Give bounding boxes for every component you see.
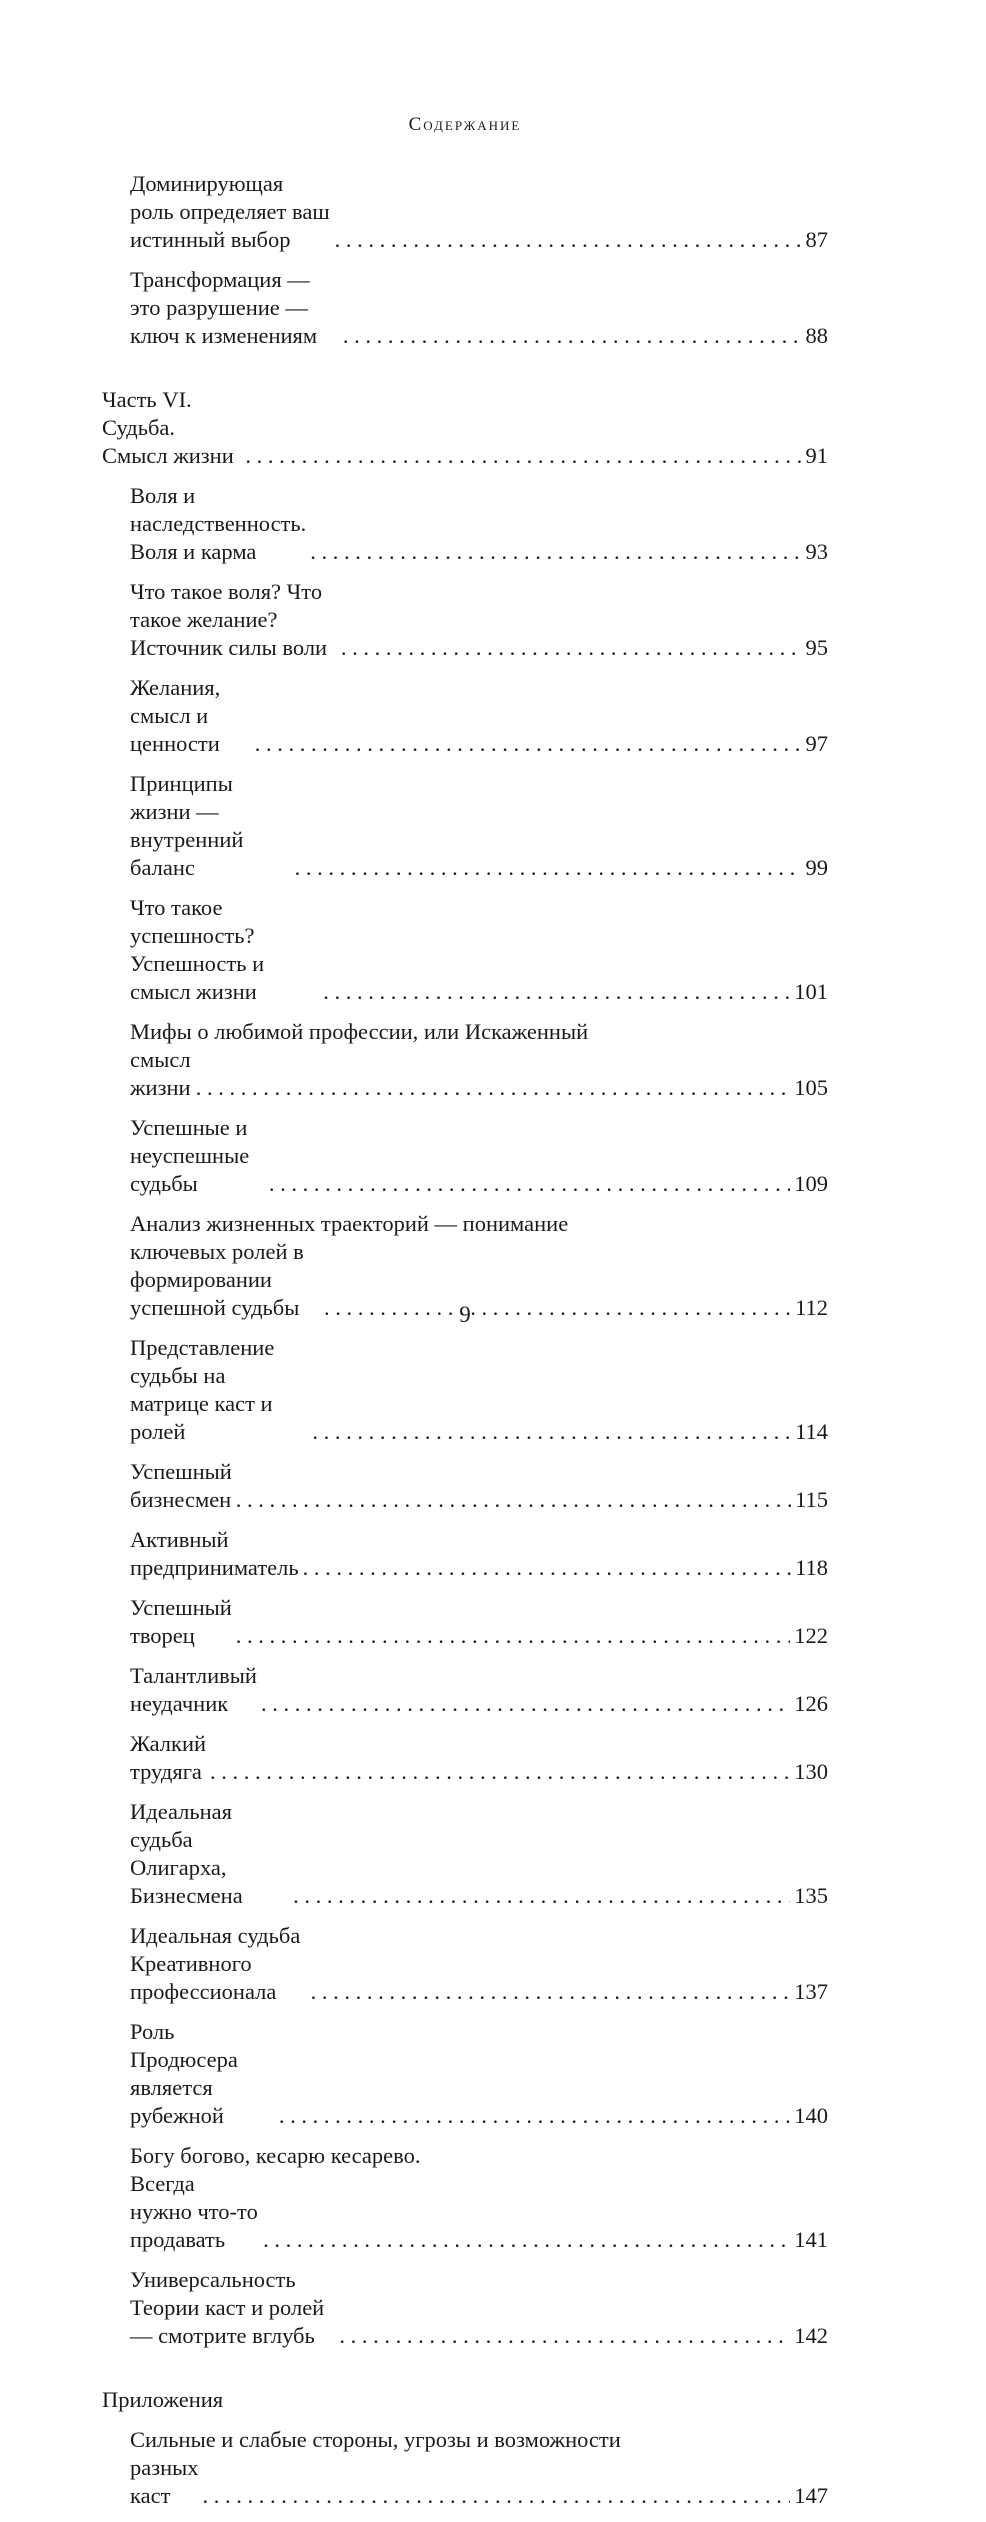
toc-entry-title: Идеальная судьба Олигарха, Бизнесмена (130, 1799, 243, 1908)
toc-entry-page: 99 (805, 855, 828, 880)
toc-entry-title: Что такое воля? Что такое желание? Источник силы воли (130, 579, 328, 660)
toc-entry-title: Трансформация — это разрушение — ключ к изменениям (130, 267, 318, 348)
toc-entry-title-line2: Всегда нужно что-то продавать (130, 2171, 258, 2252)
toc-entry-title: Успешный бизнесмен (130, 1459, 232, 1512)
dot-leader (339, 2322, 790, 2350)
toc-entry-page: 142 (794, 2323, 828, 2348)
toc-entry (102, 770, 828, 882)
toc-entry-page: 88 (805, 323, 828, 348)
toc-entry-title-line2: ключевых ролей в формировании успешной судьбы (130, 1239, 304, 1320)
toc-entry-title-line2: разных каст (130, 2455, 199, 2508)
part-title: Часть VI. Судьба. Смысл жизни (102, 387, 234, 468)
toc-entry (102, 1662, 828, 1718)
dot-leader (343, 322, 802, 350)
page-number: 9 (459, 1302, 471, 1327)
toc-entry-page: 112 (795, 1295, 828, 1320)
dot-leader (310, 538, 801, 566)
toc-entry-title: Воля и наследственность. Воля и карма (130, 483, 307, 564)
toc-entry-title: Талантливый неудачник (130, 1663, 257, 1716)
toc-entry (102, 2018, 828, 2130)
toc-entry-page: 115 (795, 1487, 828, 1512)
toc-entry (102, 2170, 828, 2254)
toc-entry-page: 122 (794, 1623, 828, 1648)
toc-entry-title: Роль Продюсера является рубежной (130, 2019, 238, 2128)
toc-entry (102, 894, 828, 1006)
dot-leader (312, 1418, 791, 1446)
toc-entry-title: Успешные и неуспешные судьбы (130, 1115, 250, 1196)
toc-entry-page: 141 (794, 2227, 828, 2252)
dot-leader (311, 1978, 791, 2006)
toc-entry-title-line1: Богу богово, кесарю кесарево. (130, 2143, 421, 2168)
toc-entry (102, 1046, 828, 1102)
toc-entry (102, 170, 828, 254)
dot-leader (261, 1690, 790, 1718)
toc-entry-multiline (102, 2426, 828, 2454)
toc-entry (102, 2454, 828, 2510)
dot-leader (303, 1554, 791, 1582)
dot-leader (210, 1758, 790, 1786)
toc-entry-title: Желания, смысл и ценности (130, 675, 221, 756)
toc-entry-title: Идеальная судьба Креативного профессионала (130, 1923, 301, 2004)
toc-entry (102, 1922, 828, 2006)
table-of-contents (102, 170, 828, 2522)
part-page: 91 (805, 443, 828, 468)
toc-entry-title: Активный предприниматель (130, 1527, 299, 1580)
dot-leader (341, 634, 802, 662)
toc-entry-title-line1: Сильные и слабые стороны, угрозы и возможности (130, 2427, 621, 2452)
toc-appendix-heading (102, 2386, 828, 2414)
dot-leader (263, 2226, 790, 2254)
dot-leader (295, 854, 802, 882)
toc-entry-page: 87 (805, 227, 828, 252)
toc-entry-page: 93 (805, 539, 828, 564)
toc-entry-title: Доминирующая роль определяет ваш истинный выбор (130, 171, 330, 252)
toc-entry-title-line1: Мифы о любимой профессии, или Искаженный (130, 1019, 589, 1044)
toc-entry-title-line2: смысл жизни (130, 1047, 191, 1100)
toc-entry (102, 266, 828, 350)
dot-leader (203, 2482, 791, 2510)
dot-leader (269, 1170, 790, 1198)
toc-entry (102, 578, 828, 662)
toc-entry-page: 114 (795, 1419, 828, 1444)
toc-entry-title: Что такое успешность? Успешность и смысл жизни (130, 895, 265, 1004)
toc-entry-page: 140 (794, 2103, 828, 2128)
toc-entry (102, 1730, 828, 1786)
toc-entry-title: Представление судьбы на матрице каст и ролей (130, 1335, 275, 1444)
toc-entry (102, 1798, 828, 1910)
appendix-title: Приложения (102, 2387, 224, 2412)
dot-leader (255, 730, 802, 758)
dot-leader (323, 978, 790, 1006)
toc-entry-title: Принципы жизни — внутренний баланс (130, 771, 244, 880)
toc-entry-multiline (102, 1210, 828, 1238)
toc-entry-page: 101 (794, 979, 828, 1004)
toc-entry-page: 135 (794, 1883, 828, 1908)
toc-entry-page: 95 (805, 635, 828, 660)
toc-entry-page: 126 (794, 1691, 828, 1716)
toc-entry-title: Универсальность Теории каст и ролей — смотрите вглубь (130, 2267, 325, 2348)
toc-entry (102, 1458, 828, 1514)
toc-entry-page: 130 (794, 1759, 828, 1784)
toc-entry-title: Жалкий трудяга (130, 1731, 207, 1784)
dot-leader (196, 1074, 791, 1102)
dot-leader (293, 1882, 790, 1910)
dot-leader (236, 1622, 790, 1650)
toc-entry-page: 97 (805, 731, 828, 756)
toc-entry-page: 109 (794, 1171, 828, 1196)
toc-entry (102, 1526, 828, 1582)
dot-leader (335, 226, 802, 254)
toc-entry-title-line1: Анализ жизненных траекторий — понимание (130, 1211, 569, 1236)
running-head: Содержание (408, 114, 522, 135)
toc-entry-page: 105 (794, 1075, 828, 1100)
toc-entry-page: 118 (795, 1555, 828, 1580)
dot-leader (236, 1486, 791, 1514)
toc-entry-page: 147 (794, 2483, 828, 2508)
toc-entry (102, 482, 828, 566)
toc-entry-page: 137 (794, 1979, 828, 2004)
toc-entry (102, 2266, 828, 2350)
toc-entry-multiline (102, 1018, 828, 1046)
toc-entry (102, 674, 828, 758)
toc-entry-title: Успешный творец (130, 1595, 232, 1648)
toc-part-heading (102, 386, 828, 470)
toc-entry (102, 1594, 828, 1650)
toc-entry (102, 1114, 828, 1198)
dot-leader (245, 442, 801, 470)
toc-entry-multiline (102, 2142, 828, 2170)
dot-leader (279, 2102, 790, 2130)
toc-entry (102, 1334, 828, 1446)
